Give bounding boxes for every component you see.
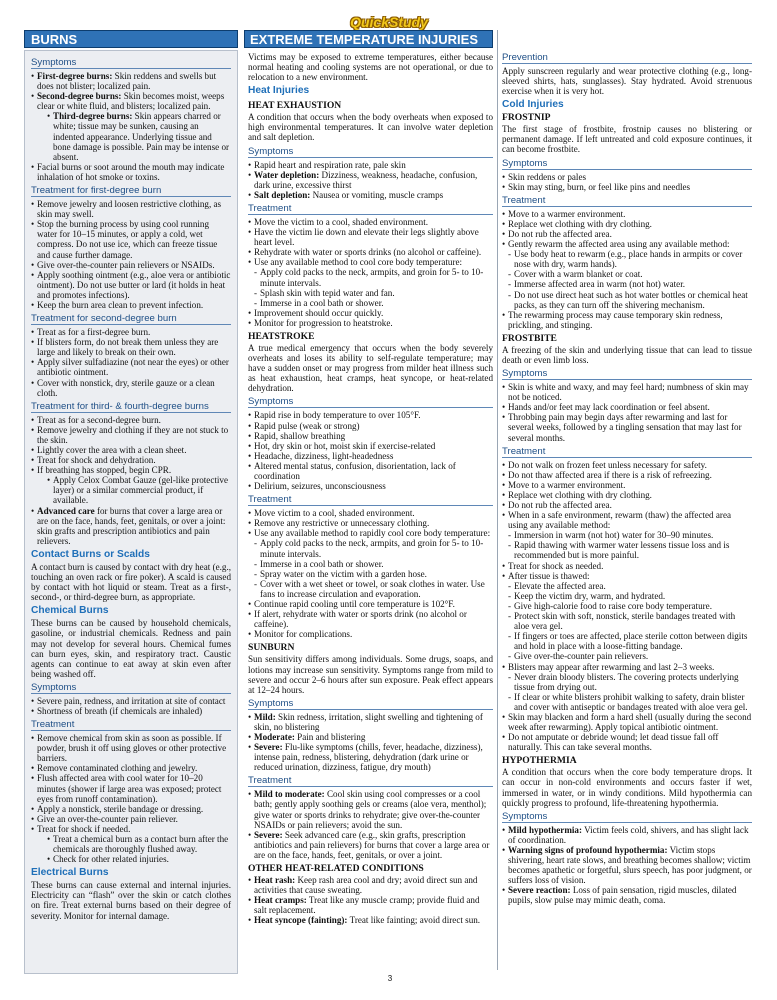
extreme-temperature-header: EXTREME TEMPERATURE INJURIES: [244, 30, 493, 48]
list-item: - Give over-the-counter pain relievers.: [502, 651, 752, 661]
hypothermia-symptoms-list: [502, 825, 752, 906]
list-item: - Rapid thawing with warmer water lessens tissue loss and is recommended but is more painful.: [502, 540, 752, 560]
chemical-treatment-heading: Treatment: [31, 719, 231, 731]
frostbite-symptoms-heading: Symptoms: [502, 368, 752, 380]
cold-injuries-heading: Cold Injuries: [502, 99, 564, 111]
list-item: • Flush affected area with cool water for 10–20 minutes (shower if large area was exposed; protect eyes from runoff contamination).: [31, 773, 231, 803]
frostbite-treatment-list: [502, 460, 752, 753]
heatstroke-heading: HEATSTROKE: [248, 330, 315, 342]
first-degree-list: [31, 199, 231, 310]
heatstroke-symptoms-heading: Symptoms: [248, 396, 493, 408]
list-item: • Remove any restrictive or unnecessary clothing.: [248, 518, 493, 528]
list-item: • Use any available method to rapidly cool core body temperature:: [248, 528, 493, 538]
list-item: - Elevate the affected area.: [502, 581, 752, 591]
page-number: 3: [387, 974, 393, 983]
list-item: • Apply silver sulfadiazine (not near the eyes) or other antibiotic ointment.: [31, 357, 231, 377]
list-item: - Cover with a warm blanket or coat.: [502, 269, 752, 279]
list-item: • Skin reddens or pales: [502, 172, 752, 182]
second-degree-list: [31, 327, 231, 398]
list-item: • Give over-the-counter pain relievers or NSAIDs.: [31, 260, 231, 270]
list-item: • Skin is white and waxy, and may feel hard; numbness of skin may not be noticed.: [502, 382, 752, 402]
hypothermia-heading: HYPOTHERMIA: [502, 755, 577, 767]
first-degree-heading: Treatment for first-degree burn: [31, 185, 231, 197]
list-item: • Have the victim lie down and elevate their legs slightly above heart level.: [248, 227, 493, 247]
list-item: • Salt depletion: Nausea or vomiting, muscle cramps: [248, 190, 493, 200]
list-item: - Splash skin with tepid water and fan.: [248, 288, 493, 298]
list-item: • Monitor for progression to heatstroke.: [248, 318, 493, 328]
sunburn-treatment-heading: Treatment: [248, 775, 493, 787]
list-item: • Do not thaw affected area if there is a risk of refreezing.: [502, 470, 752, 480]
list-item: • Remove jewelry and clothing if they are not stuck to the skin.: [31, 425, 231, 445]
chemical-treatment-list: [31, 733, 231, 864]
electrical-burns-heading: Electrical Burns: [31, 867, 109, 879]
frostbite-treatment-heading: Treatment: [502, 446, 752, 458]
list-item: • Heat cramps: Treat like any muscle cramp; provide fluid and salt replacement.: [248, 895, 493, 915]
list-item: • Move the victim to a cool, shaded environment.: [248, 217, 493, 227]
list-item: - Spray water on the victim with a garden hose.: [248, 569, 493, 579]
list-item: • Rapid pulse (weak or strong): [248, 421, 493, 431]
list-item: • Heat rash: Keep rash area cool and dry; avoid direct sun and activities that cause sweating.: [248, 875, 493, 895]
third-degree-list: [31, 415, 231, 546]
list-item: • Third-degree burns: Skin appears charred or white; tissue may be sunken, causing an indented appearance. Underlying tissue and bone damage is possible. Pain may be intense or absent.: [31, 111, 231, 161]
list-item: • Lightly cover the area with a clean sheet.: [31, 445, 231, 455]
list-item: • When in a safe environment, rewarm (thaw) the affected area using any available method:: [502, 510, 752, 530]
hypothermia-text: A condition that occurs when the core body temperature drops. It can occur in non-cold environments and occurs faster if wet, immersed in water, or in windy conditions. Mild hypothermia can quickly progress to profound, life-threatening hypothermia.: [502, 767, 752, 808]
list-item: • Mild to moderate: Cool skin using cool compresses or a cool bath; gently apply soothing gels or creams (aloe vera, menthol); give water or sports drinks to rehydrate; give over-the-counter NSAIDs or pain relievers; avoid the sun.: [248, 789, 493, 829]
sunburn-text: Sun sensitivity differs among individuals. Some drugs, soaps, and lotions may increase sun sensitivity. Symptoms range from mild to severe and occur 2–6 hours after sun exposure. Peak effect appears at 12–24 hours.: [248, 654, 493, 695]
list-item: • Throbbing pain may begin days after rewarming and last for several weeks, followed by a tingling sensation that may last for several months.: [502, 412, 752, 442]
list-item: • Treat for shock and dehydration.: [31, 455, 231, 465]
list-item: • If blisters form, do not break them unless they are large and likely to break on their own.: [31, 337, 231, 357]
list-item: • Move to a warmer environment.: [502, 480, 752, 490]
list-item: • Skin may sting, burn, or feel like pins and needles: [502, 182, 752, 192]
list-item: • Skin may blacken and form a hard shell (usually during the second week after rewarming). Apply topical antibiotic ointment.: [502, 712, 752, 732]
heat-exhaustion-text: A condition that occurs when the body overheats when exposed to high environmental temperatures. It can involve water depletion and salt depletion.: [248, 112, 493, 143]
chemical-symptoms-heading: Symptoms: [31, 682, 231, 694]
third-degree-heading: Treatment for third- & fourth-degree burns: [31, 401, 231, 413]
list-item: • Use any available method to cool core body temperature:: [248, 257, 493, 267]
list-item: - Immerse in a cool bath or shower.: [248, 298, 493, 308]
list-item: • Water depletion: Dizziness, weakness, headache, confusion, dark urine, excessive thirst: [248, 170, 493, 190]
list-item: • Remove contaminated clothing and jewelry.: [31, 763, 231, 773]
list-item: - Apply cold packs to the neck, armpits, and groin for 5- to 10-minute intervals.: [248, 538, 493, 558]
list-item: • Hands and/or feet may lack coordination or feel absent.: [502, 402, 752, 412]
burns-header: BURNS: [24, 30, 238, 48]
list-item: • Advanced care for burns that cover a large area or are on the face, hands, feet, genitals, or over a joint: skin grafts and prescription antibiotics and pain relievers.: [31, 506, 231, 546]
list-item: - Protect skin with soft, nonstick, sterile bandages treated with aloe vera gel.: [502, 611, 752, 631]
intro-text: Victims may be exposed to extreme temperatures, either because normal heating and cooling systems are not operational, or due to relocation to a new environment.: [248, 52, 493, 83]
list-item: - Use body heat to rewarm (e.g., place hands in armpits or cover nose with dry, warm hands).: [502, 249, 752, 269]
list-item: • Facial burns or soot around the mouth may indicate inhalation of hot smoke or toxins.: [31, 162, 231, 182]
frostbite-text: A freezing of the skin and underlying tissue that can lead to tissue death or even limb loss.: [502, 344, 752, 365]
list-item: • Move to a warmer environment.: [502, 209, 752, 219]
exhaustion-symptoms-list: [248, 160, 493, 200]
list-item: • Mild hypothermia: Victim feels cold, shivers, and has slight lack of coordination.: [502, 825, 752, 845]
sunburn-heading: SUNBURN: [248, 642, 295, 654]
list-item: • Move victim to a cool, shaded environment.: [248, 508, 493, 518]
prevention-text: Apply sunscreen regularly and wear protective clothing (e.g., long-sleeved shirts, hats, sunglasses). Stay hydrated. Avoid strenuous exercise when it is very hot.: [502, 66, 752, 97]
list-item: • Continue rapid cooling until core temperature is 102°F.: [248, 599, 493, 609]
frostnip-symptoms-list: [502, 172, 752, 192]
column-divider: [497, 30, 498, 970]
other-heat-heading: OTHER HEAT-RELATED CONDITIONS: [248, 863, 424, 874]
hypothermia-symptoms-heading: Symptoms: [502, 811, 752, 823]
chemical-burns-text: These burns can be caused by household chemicals, gasoline, or industrial chemicals. Redness and pain may not develop for several hours. Chemical fumes can burn eyes, skin, and respiratory tract. Caustic agents can continue to eat away at skin even after being washed off.: [31, 618, 231, 679]
sunburn-treatment-list: [248, 789, 493, 860]
list-item: • Blisters may appear after rewarming and last 2–3 weeks.: [502, 662, 752, 672]
list-item: • Moderate: Pain and blistering: [248, 732, 493, 742]
list-item: • Apply soothing ointment (e.g., aloe vera or antibiotic ointment). Do not use butter or lard (it holds in heat and promotes infections).: [31, 270, 231, 300]
list-item: • If breathing has stopped, begin CPR.: [31, 465, 231, 475]
list-item: • Altered mental status, confusion, disorientation, lack of coordination: [248, 461, 493, 481]
sunburn-symptoms-heading: Symptoms: [248, 698, 493, 710]
list-item: • Improvement should occur quickly.: [248, 308, 493, 318]
list-item: - Immerse affected area in warm (not hot) water.: [502, 279, 752, 289]
frostbite-heading: FROSTBITE: [502, 332, 557, 344]
heat-injuries-heading: Heat Injuries: [248, 85, 310, 97]
exhaustion-symptoms-heading: Symptoms: [248, 146, 493, 158]
list-item: - Immersion in warm (not hot) water for 30–90 minutes.: [502, 530, 752, 540]
list-item: • Give an over-the-counter pain reliever.: [31, 814, 231, 824]
list-item: • Headache, dizziness, light-headedness: [248, 451, 493, 461]
list-item: • Check for other related injuries.: [31, 854, 231, 864]
list-item: • Do not rub the affected area.: [502, 500, 752, 510]
other-heat-list: [248, 875, 493, 925]
list-item: - Keep the victim dry, warm, and hydrated.: [502, 591, 752, 601]
list-item: - If clear or white blisters prohibit walking to safety, drain blister and cover with antiseptic or bandages treated with aloe vera gel.: [502, 692, 752, 712]
cold-injuries-column: [502, 52, 752, 972]
heatstroke-treatment-heading: Treatment: [248, 494, 493, 506]
electrical-burns-text: These burns can cause external and internal injuries. Electricity can “flash” over the skin or catch clothes on fire. Treat external burns based on their degree of severity. Monitor for internal damage.: [31, 880, 231, 921]
list-item: • Mild: Skin redness, irritation, slight swelling and tightening of skin, no blistering: [248, 712, 493, 732]
list-item: • Remove chemical from skin as soon as possible. If powder, brush it off using gloves or other protective barriers.: [31, 733, 231, 763]
heatstroke-text: A true medical emergency that occurs when the body severely overheats and loses its ability to self-regulate temperature; may have a sudden onset or may progress from milder heat illness such as heat exhaustion, heat cramps, heat syncope, or heat-related dehydration.: [248, 342, 493, 394]
list-item: • Rehydrate with water or sports drinks (no alcohol or caffeine).: [248, 247, 493, 257]
chemical-burns-heading: Chemical Burns: [31, 605, 109, 617]
list-item: • Cover with nonstick, dry, sterile gauze or a clean cloth.: [31, 378, 231, 398]
list-item: • Severe: Flu-like symptoms (chills, fever, headache, dizziness), intense pain, redness, blistering, dehydration (dark urine or reduced urination, dizziness, fatigue, dry mouth): [248, 742, 493, 772]
list-item: • Heat syncope (fainting): Treat like fainting; avoid direct sun.: [248, 915, 493, 925]
list-item: - If fingers or toes are affected, place sterile cotton between digits and hold in place with a loose-fitting bandage.: [502, 631, 752, 651]
frostnip-treatment-list: [502, 209, 752, 330]
contact-burns-text: A contact burn is caused by contact with dry heat (e.g., touching an oven rack or fire poker). A scald is caused by contact with hot liquid or steam. Treat as a first-, second-, or third-degree burn, as appropriate.: [31, 561, 231, 603]
list-item: • First-degree burns: Skin reddens and swells but does not blister; localized pain.: [31, 71, 231, 91]
list-item: • Replace wet clothing with dry clothing.: [502, 219, 752, 229]
list-item: - Give high-calorie food to raise core body temperature.: [502, 601, 752, 611]
list-item: • Second-degree burns: Skin becomes moist, weeps clear or white fluid, and blisters; localized pain.: [31, 91, 231, 111]
heatstroke-treatment-list: [248, 508, 493, 639]
list-item: - Do not use direct heat such as hot water bottles or chemical heat packs, as they can turn off the shivering mechanism.: [502, 290, 752, 310]
list-item: - Never drain bloody blisters. The covering protects underlying tissue from drying out.: [502, 672, 752, 692]
heat-exhaustion-heading: HEAT EXHAUSTION: [248, 100, 342, 112]
list-item: • Warning signs of profound hypothermia: Victim stops shivering, heart rate slows, and breathing becomes shallow; victim becomes apathetic or forgetful, slurs speech, has poor judgment, or suffers loss of vision.: [502, 845, 752, 885]
frostnip-heading: FROSTNIP: [502, 112, 551, 124]
list-item: • Severe pain, redness, and irritation at site of contact: [31, 696, 231, 706]
list-item: - Immerse in a cool bath or shower.: [248, 559, 493, 569]
list-item: • Do not amputate or debride wound; let dead tissue fall off naturally. This can take several months.: [502, 732, 752, 752]
heat-injuries-column: [248, 52, 493, 972]
list-item: • Do not rub the affected area.: [502, 229, 752, 239]
list-item: • Keep the burn area clean to prevent infection.: [31, 300, 231, 310]
burns-symptoms-heading: Symptoms: [31, 57, 231, 69]
list-item: • Treat for shock if needed.: [31, 824, 231, 834]
list-item: • Treat as for a second-degree burn.: [31, 415, 231, 425]
list-item: • Hot, dry skin or hot, moist skin if exercise-related: [248, 441, 493, 451]
list-item: • Treat as for a first-degree burn.: [31, 327, 231, 337]
heatstroke-symptoms-list: [248, 410, 493, 491]
list-item: • Shortness of breath (if chemicals are inhaled): [31, 706, 231, 716]
exhaustion-treatment-heading: Treatment: [248, 203, 493, 215]
exhaustion-treatment-list: [248, 217, 493, 328]
list-item: • Rapid heart and respiration rate, pale skin: [248, 160, 493, 170]
contact-burns-heading: Contact Burns or Scalds: [31, 548, 150, 560]
list-item: • Delirium, seizures, unconsciousness: [248, 481, 493, 491]
list-item: • Apply a nonstick, sterile bandage or dressing.: [31, 804, 231, 814]
brand-logo: QuickStudy: [350, 14, 428, 30]
list-item: • Gently rewarm the affected area using any available method:: [502, 239, 752, 249]
list-item: • Rapid, shallow breathing: [248, 431, 493, 441]
frostbite-symptoms-list: [502, 382, 752, 443]
list-item: - Cover with a wet sheet or towel, or soak clothes in water. Use fans to increase circulation and evaporation.: [248, 579, 493, 599]
burns-symptoms-list: [31, 71, 231, 182]
chemical-symptoms-list: [31, 696, 231, 716]
list-item: • If alert, rehydrate with water or sports drink (no alcohol or caffeine).: [248, 609, 493, 629]
list-item: • Rapid rise in body temperature to over 105°F.: [248, 410, 493, 420]
list-item: • The rewarming process may cause temporary skin redness, prickling, and stinging.: [502, 310, 752, 330]
list-item: • Treat a chemical burn as a contact burn after the chemicals are thoroughly flushed away.: [31, 834, 231, 854]
burns-panel: [24, 50, 238, 974]
list-item: • Stop the burning process by using cool running water for 10–15 minutes, or apply a cold, wet compress. Do not use ice, which can freeze tissue and cause further damage.: [31, 219, 231, 259]
list-item: • Severe reaction: Loss of pain sensation, rigid muscles, dilated pupils, slow pulse may mimic death, coma.: [502, 885, 752, 905]
sunburn-symptoms-list: [248, 712, 493, 773]
list-item: • Apply Celox Combat Gauze (gel-like protective layer) or a similar commercial product, if available.: [31, 475, 231, 505]
frostnip-text: The first stage of frostbite, frostnip causes no blistering or permanent damage. If left untreated and cold exposure continues, it can become frostbite.: [502, 124, 752, 155]
list-item: • Do not walk on frozen feet unless necessary for safety.: [502, 460, 752, 470]
list-item: • Treat for shock as needed.: [502, 561, 752, 571]
list-item: • Replace wet clothing with dry clothing.: [502, 490, 752, 500]
list-item: - Apply cold packs to the neck, armpits, and groin for 5- to 10-minute intervals.: [248, 267, 493, 287]
frostnip-symptoms-heading: Symptoms: [502, 158, 752, 170]
second-degree-heading: Treatment for second-degree burn: [31, 313, 231, 325]
prevention-heading: Prevention: [502, 52, 752, 64]
frostnip-treatment-heading: Treatment: [502, 195, 752, 207]
list-item: • Monitor for complications.: [248, 629, 493, 639]
list-item: • Remove jewelry and loosen restrictive clothing, as skin may swell.: [31, 199, 231, 219]
list-item: • Severe: Seek advanced care (e.g., skin grafts, prescription antibiotics and pain relievers) for burns that cover a large area or are on the face, hands, feet, genitals, or over a joint.: [248, 830, 493, 860]
list-item: • After tissue is thawed:: [502, 571, 752, 581]
